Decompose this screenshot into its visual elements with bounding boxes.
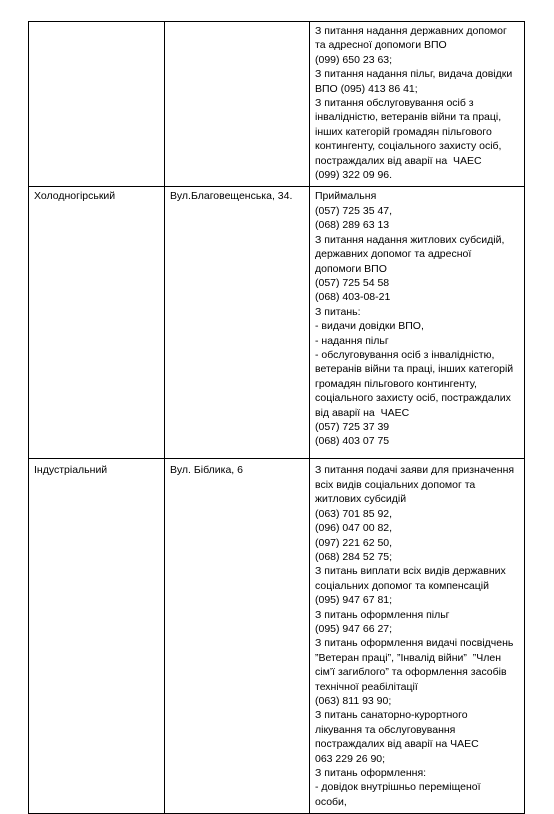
contact-line: З питань оформлення пільг bbox=[315, 608, 450, 621]
table-row bbox=[29, 187, 525, 459]
contact-line: - видачи довідки ВПО, bbox=[315, 320, 424, 333]
contacts-cell bbox=[310, 187, 525, 459]
contact-line: З питання надання житлових субсидій, bbox=[315, 233, 505, 246]
contacts-cell bbox=[310, 459, 525, 814]
table-row bbox=[29, 459, 525, 814]
address-text: Вул. Біблика, 6 bbox=[170, 464, 243, 477]
contact-line: ВПО (095) 413 86 41; bbox=[315, 82, 418, 95]
district-cell bbox=[29, 459, 165, 814]
contact-line: - довідок внутрішньо переміщеної bbox=[315, 781, 481, 794]
contacts-list bbox=[310, 459, 524, 813]
address-text bbox=[165, 22, 309, 28]
district-text: Холодногірський bbox=[34, 190, 116, 203]
contact-line: (057) 725 37 39 bbox=[315, 420, 390, 433]
contact-line: та адресної допомоги ВПО bbox=[315, 39, 447, 52]
services-table bbox=[28, 21, 525, 814]
contact-line: З питань: bbox=[315, 305, 361, 318]
contact-line: - надання пільг bbox=[315, 334, 389, 347]
contact-line: З питання обслуговування осіб з bbox=[315, 97, 474, 110]
district-cell bbox=[29, 22, 165, 187]
contact-line: (063) 701 85 92, bbox=[315, 507, 393, 520]
contact-line: З питань санаторно-курортного bbox=[315, 709, 468, 722]
contact-line: допомоги ВПО bbox=[315, 262, 387, 275]
contact-line: особи, bbox=[315, 795, 347, 808]
contact-line: З питань оформлення видачі посвідчень bbox=[315, 637, 514, 650]
address-cell bbox=[165, 459, 310, 814]
district-text: Індустріальний bbox=[34, 464, 108, 477]
contacts-list bbox=[310, 187, 524, 452]
contact-line: (068) 289 63 13 bbox=[315, 219, 390, 232]
contact-line: постраждалих від аварії на ЧАЕС bbox=[315, 738, 479, 751]
contact-line: ветеранів війни та праці, інших категорій bbox=[315, 363, 514, 376]
contact-line: (068) 403-08-21 bbox=[315, 291, 391, 304]
contact-line: інших категорій громадян пільгового bbox=[315, 125, 492, 138]
contacts-list bbox=[310, 22, 524, 186]
contact-line: З питань оформлення: bbox=[315, 767, 427, 779]
district-cell bbox=[29, 187, 165, 459]
contact-line: соціального захисту осіб, постраждалих bbox=[315, 392, 511, 405]
contact-line: (095) 947 66 27; bbox=[315, 622, 393, 635]
contact-line: соціальних допомог та компенсацій bbox=[315, 579, 489, 592]
contact-line: З питань виплати всіх видів державних bbox=[315, 565, 506, 578]
contact-line: житлових субсидій bbox=[315, 493, 407, 506]
contacts-cell bbox=[310, 22, 525, 187]
contact-line: інвалідністю, ветеранів війни та праці, bbox=[315, 111, 502, 124]
contact-line: З питання надання пільг, видача довідки bbox=[315, 68, 513, 81]
contact-line: 063 229 26 90; bbox=[315, 752, 386, 765]
contact-line: З питання подачі заяви для призначення bbox=[315, 464, 515, 477]
contact-line: (097) 221 62 50, bbox=[315, 536, 393, 549]
contact-line: контингенту, соціального захисту осіб, bbox=[315, 140, 502, 153]
contact-line: ”Ветеран праці”, ”Інвалід війни” ”Член bbox=[315, 651, 502, 664]
contact-line: постраждалих від аварії на ЧАЕС bbox=[315, 154, 482, 167]
contact-line: громадян пільгового контингенту, bbox=[315, 377, 477, 390]
contact-line: лікування та обслуговування bbox=[315, 723, 456, 736]
contact-line: всіх видів соціальних допомог та bbox=[315, 478, 476, 491]
contact-line: (099) 322 09 96. bbox=[315, 169, 393, 182]
contact-line: технічної реабілітації bbox=[315, 680, 418, 693]
contact-line: сім’ї загиблого” та оформлення засобів bbox=[315, 666, 507, 679]
contact-line: (068) 403 07 75 bbox=[315, 435, 390, 448]
contact-line: (095) 947 67 81; bbox=[315, 594, 393, 607]
contact-line: (057) 725 35 47, bbox=[315, 204, 393, 217]
contact-line: - обслуговування осіб з інвалідністю, bbox=[315, 348, 495, 361]
contact-line: (099) 650 23 63; bbox=[315, 53, 393, 66]
contact-line: від аварії на ЧАЕС bbox=[315, 406, 410, 419]
contact-line: державних допомог та адресної bbox=[315, 248, 472, 261]
contact-line: З питання надання державних допомог bbox=[315, 25, 507, 37]
contact-line: Приймальня bbox=[315, 190, 377, 203]
address-cell bbox=[165, 22, 310, 187]
district-text bbox=[29, 22, 164, 28]
contact-line: (057) 725 54 58 bbox=[315, 276, 390, 289]
contact-line: (063) 811 93 90; bbox=[315, 694, 392, 707]
address-cell bbox=[165, 187, 310, 459]
contact-line: (068) 284 52 75; bbox=[315, 550, 393, 563]
table-row bbox=[29, 22, 525, 187]
table-body bbox=[29, 22, 525, 814]
address-text: Вул.Благовещенська, 34. bbox=[170, 190, 293, 203]
contact-line: (096) 047 00 82, bbox=[315, 522, 393, 535]
